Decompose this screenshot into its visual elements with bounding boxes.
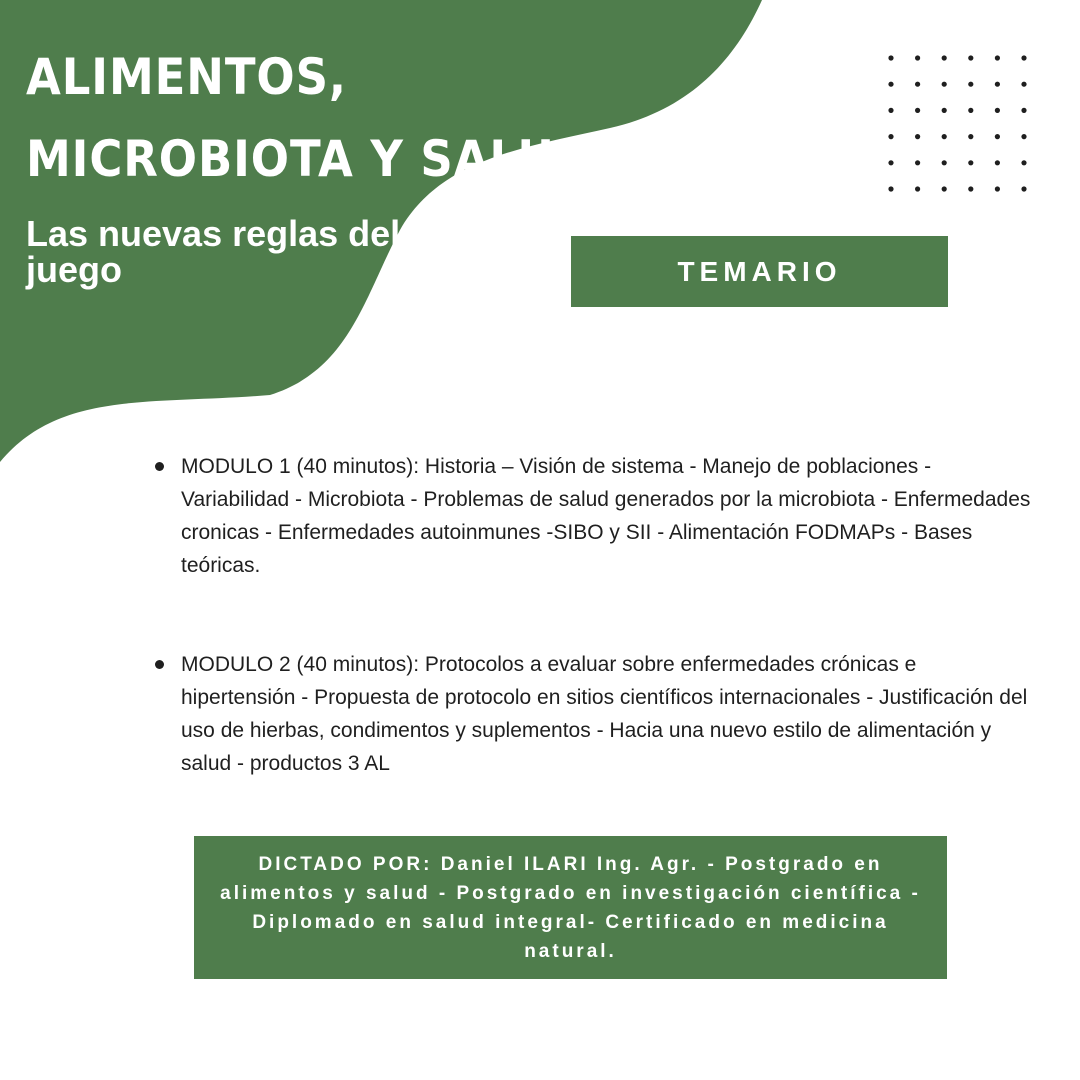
dot bbox=[942, 160, 947, 165]
dot bbox=[1021, 108, 1026, 113]
dot bbox=[888, 134, 893, 139]
bullet-icon bbox=[155, 660, 164, 669]
module-2-text: MODULO 2 (40 minutos): Protocolos a evaluar sobre enfermedades crónicas e hipertensión - Propuesta de protocolo en sitios científicos internacionales - Justificación del uso de hierbas, condimentos y suplementos - Hacia una nuevo estilo de alimentación y salud - productos 3 AL bbox=[181, 653, 1028, 775]
dot bbox=[915, 134, 920, 139]
module-2-item bbox=[181, 648, 1031, 780]
dot bbox=[915, 82, 920, 87]
instructor-banner bbox=[194, 836, 947, 979]
dot bbox=[942, 82, 947, 87]
dot bbox=[888, 108, 893, 113]
module-1-text: MODULO 1 (40 minutos): Historia – Visión de sistema - Manejo de poblaciones - Variabilidad - Microbiota - Problemas de salud generados por la microbiota - Enfermedades cronicas - Enfermedades autoinmunes -SIBO y SII - Alimentación FODMAPs - Bases teóricas. bbox=[181, 455, 1031, 577]
dot bbox=[995, 160, 1000, 165]
dot bbox=[968, 160, 973, 165]
dot bbox=[995, 82, 1000, 87]
dot bbox=[968, 108, 973, 113]
dot bbox=[995, 55, 1000, 60]
dot bbox=[915, 160, 920, 165]
dot bbox=[942, 55, 947, 60]
temario-label: TEMARIO bbox=[677, 255, 842, 287]
dot bbox=[888, 186, 893, 191]
dot bbox=[942, 108, 947, 113]
dot bbox=[968, 82, 973, 87]
dot bbox=[968, 186, 973, 191]
dot bbox=[915, 108, 920, 113]
dot bbox=[1021, 55, 1026, 60]
dot bbox=[968, 55, 973, 60]
bullet-icon bbox=[155, 462, 164, 471]
dot bbox=[995, 108, 1000, 113]
dot bbox=[888, 55, 893, 60]
module-1-item bbox=[181, 450, 1031, 582]
temario-banner bbox=[571, 236, 948, 307]
dot bbox=[888, 160, 893, 165]
dot bbox=[888, 82, 893, 87]
dot-grid-icon bbox=[884, 50, 1034, 196]
dot bbox=[1021, 134, 1026, 139]
dot bbox=[942, 186, 947, 191]
dot bbox=[942, 134, 947, 139]
dot bbox=[968, 134, 973, 139]
dot bbox=[1021, 82, 1026, 87]
dot bbox=[1021, 186, 1026, 191]
dot bbox=[915, 186, 920, 191]
page-subtitle: Las nuevas reglas del juego bbox=[26, 213, 401, 290]
dot bbox=[995, 134, 1000, 139]
instructor-text: DICTADO POR: Daniel ILARI Ing. Agr. - Postgrado en alimentos y salud - Postgrado en investigación científica - Diplomado en salud integral- Certificado en medicina natural. bbox=[220, 853, 921, 962]
dot bbox=[915, 55, 920, 60]
dot bbox=[1021, 160, 1026, 165]
page-title: ALIMENTOS, MICROBIOTA Y SALUD bbox=[26, 48, 594, 188]
dot bbox=[995, 186, 1000, 191]
